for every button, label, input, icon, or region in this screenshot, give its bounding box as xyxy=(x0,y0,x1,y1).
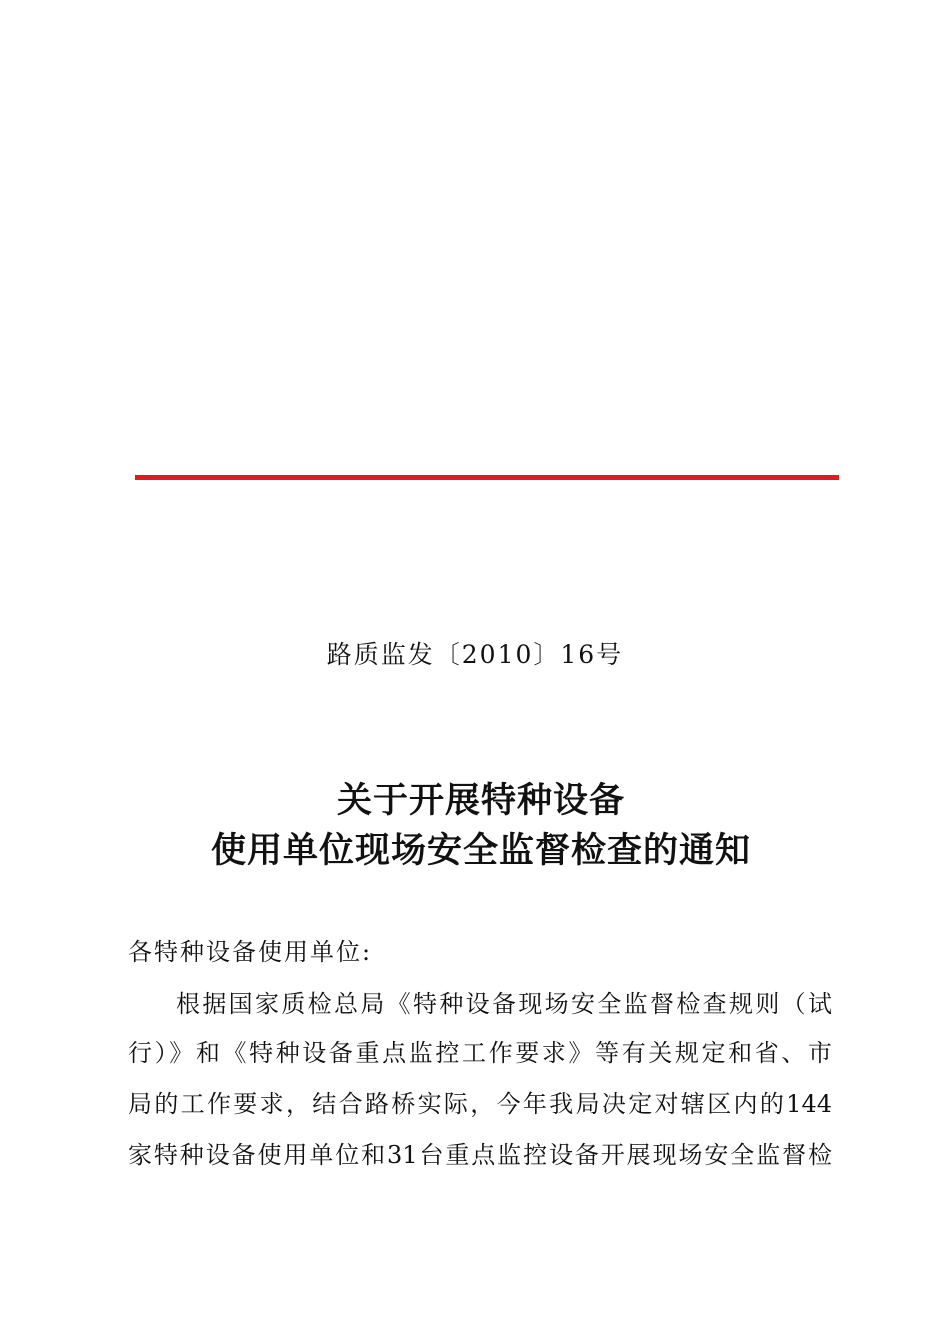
body-paragraph-line: 局的工作要求，结合路桥实际，今年我局决定对辖区内的144 xyxy=(128,1090,832,1118)
red-header-rule xyxy=(135,475,839,480)
title-line-2: 使用单位现场安全监督检查的通知 xyxy=(210,830,751,871)
salutation: 各特种设备使用单位: xyxy=(128,938,373,966)
title-line-1: 关于开展特种设备 xyxy=(336,780,625,821)
body-paragraph-line: 根据国家质检总局《特种设备现场安全监督检查规则（试 xyxy=(176,990,832,1018)
body-paragraph-line: 家特种设备使用单位和31台重点监控设备开展现场安全监督检 xyxy=(128,1141,832,1169)
document-number: 路质监发〔2010〕16号 xyxy=(326,640,624,669)
body-paragraph-line: 行）》和《特种设备重点监控工作要求》等有关规定和省、市 xyxy=(128,1039,832,1067)
